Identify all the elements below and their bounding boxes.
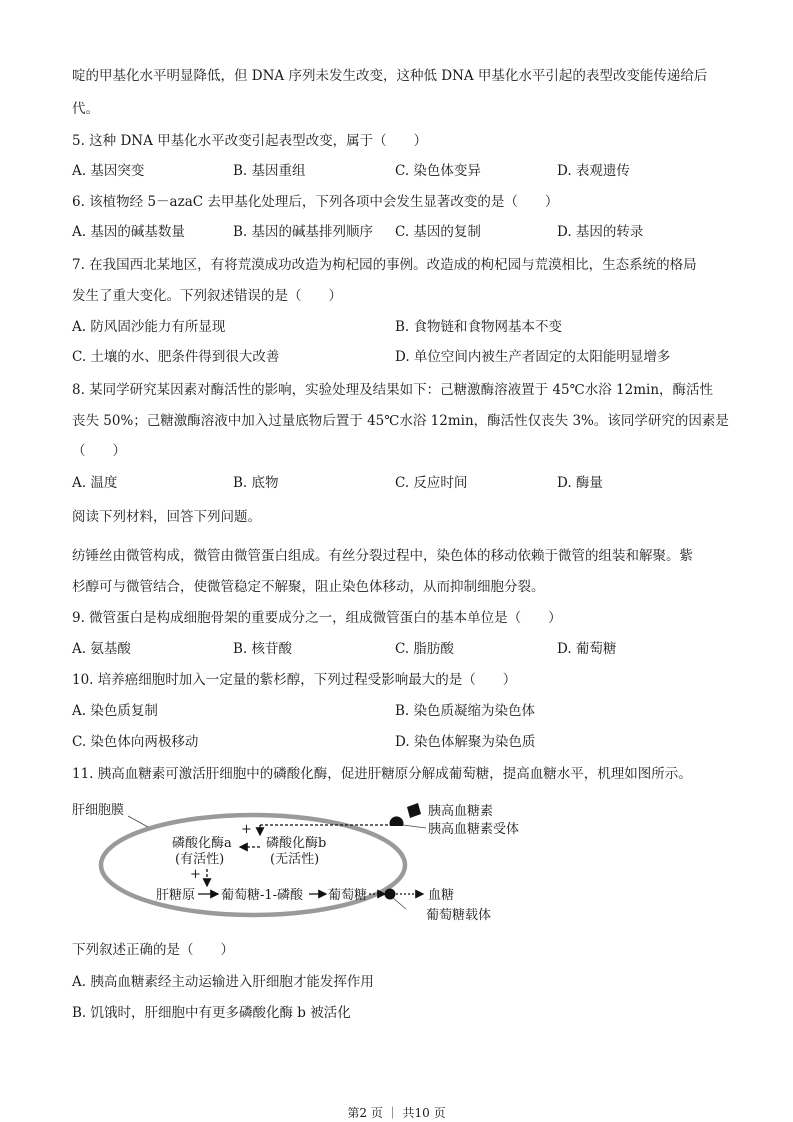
glucose-carrier-icon bbox=[385, 889, 396, 900]
glycogen-label: 肝糖原 bbox=[156, 888, 196, 903]
page-footer: 第2 页 ｜ 共10 页 bbox=[347, 1106, 446, 1120]
q7-option-d: D. 单位空间内被生产者固定的太阳能明显增多 bbox=[395, 349, 671, 365]
plus-sign-2: + bbox=[190, 867, 201, 882]
q7-stem-line-1: 7. 在我国西北某地区，有将荒漠成功改造为枸杞园的事例。改造成的枸杞园与荒漠相比，生态系统的格局 bbox=[72, 257, 697, 273]
q5-option-c: C. 染色体变异 bbox=[395, 163, 481, 179]
receptor-icon bbox=[389, 816, 403, 826]
q6-option-b: B. 基因的碱基排列顺序 bbox=[233, 224, 374, 240]
glucagon-icon bbox=[407, 803, 421, 818]
enzyme-b-note: (无活性) bbox=[270, 852, 320, 867]
intro-line-2: 代。 bbox=[72, 101, 99, 117]
enzyme-b-label: 磷酸化酶b bbox=[266, 836, 327, 851]
reading-paragraph-line-2: 杉醇可与微管结合，使微管稳定不解聚，阻止染色体移动，从而抑制细胞分裂。 bbox=[72, 579, 545, 595]
q10-stem: 10. 培养癌细胞时加入一定量的紫杉醇，下列过程受影响最大的是（ ） bbox=[72, 672, 517, 688]
reading-paragraph-line-1: 纺锤丝由微管构成，微管由微管蛋白组成。有丝分裂过程中，染色体的移动依赖于微管的组装和解聚。紫 bbox=[72, 548, 693, 564]
q11-question: 下列叙述正确的是（ ） bbox=[72, 942, 234, 958]
q6-option-d: D. 基因的转录 bbox=[557, 224, 644, 240]
q9-option-b: B. 核苷酸 bbox=[233, 641, 293, 657]
glucagon-label: 胰高血糖素 bbox=[428, 804, 494, 819]
receptor-label: 胰高血糖素受体 bbox=[428, 822, 520, 837]
q11-option-b: B. 饥饿时，肝细胞中有更多磷酸化酶 b 被活化 bbox=[72, 1005, 351, 1021]
membrane-label: 肝细胞膜 bbox=[72, 803, 125, 818]
glucose-label: 葡萄糖 bbox=[328, 888, 368, 903]
q11-stem: 11. 胰高血糖素可激活肝细胞中的磷酸化酶，促进肝糖原分解成葡萄糖，提高血糖水平，机理如图所示。 bbox=[72, 766, 692, 782]
q7-option-c: C. 土壤的水、肥条件得到很大改善 bbox=[72, 349, 280, 365]
q9-stem: 9. 微管蛋白是构成细胞骨架的重要成分之一，组成微管蛋白的基本单位是（ ） bbox=[72, 610, 562, 626]
q8-stem-line-1: 8. 某同学研究某因素对酶活性的影响，实验处理及结果如下：己糖激酶溶液置于 45℃水浴 12min，酶活性 bbox=[72, 382, 714, 398]
q8-option-a: A. 温度 bbox=[72, 475, 118, 491]
q5-option-b: B. 基因重组 bbox=[233, 163, 306, 179]
q10-option-a: A. 染色质复制 bbox=[72, 703, 158, 719]
q8-option-d: D. 酶量 bbox=[557, 475, 603, 491]
q8-stem-line-3: （ ） bbox=[72, 443, 126, 459]
q10-option-d: D. 染色体解聚为染色质 bbox=[395, 734, 536, 750]
reading-prompt: 阅读下列材料，回答下列问题。 bbox=[72, 509, 261, 525]
q8-option-b: B. 底物 bbox=[233, 475, 279, 491]
q8-option-c: C. 反应时间 bbox=[395, 475, 468, 491]
q9-option-c: C. 脂肪酸 bbox=[395, 641, 454, 657]
q6-option-a: A. 基因的碱基数量 bbox=[72, 224, 185, 240]
q8-stem-line-2: 丧失 50%；己糖激酶溶液中加入过量底物后置于 45℃水浴 12min，酶活性仅丧失 3%。该同学研究的因素是 bbox=[72, 413, 729, 429]
blood-glucose-label: 血糖 bbox=[428, 888, 455, 903]
membrane-label-line bbox=[128, 816, 148, 827]
intro-line-1: 啶的甲基化水平明显降低，但 DNA 序列未发生改变，这种低 DNA 甲基化水平引起的表型改变能传递给后 bbox=[72, 68, 708, 84]
q9-option-a: A. 氨基酸 bbox=[72, 641, 131, 657]
q6-stem: 6. 该植物经 5－azaC 去甲基化处理后，下列各项中会发生显著改变的是（ ） bbox=[72, 194, 559, 210]
q5-stem: 5. 这种 DNA 甲基化水平改变引起表型改变，属于（ ） bbox=[72, 133, 428, 149]
enzyme-a-note: (有活性) bbox=[175, 852, 225, 867]
q7-option-b: B. 食物链和食物网基本不变 bbox=[395, 319, 563, 335]
glucagon-mechanism-diagram bbox=[60, 795, 620, 935]
q10-option-b: B. 染色质凝缩为染色体 bbox=[395, 703, 536, 719]
plus-sign-1: + bbox=[241, 822, 252, 837]
q7-stem-line-2: 发生了重大变化。下列叙述错误的是（ ） bbox=[72, 288, 342, 304]
enzyme-a-label: 磷酸化酶a bbox=[172, 836, 232, 851]
q5-option-d: D. 表观遗传 bbox=[557, 163, 630, 179]
q5-option-a: A. 基因突变 bbox=[72, 163, 145, 179]
q10-option-c: C. 染色体向两极移动 bbox=[72, 734, 199, 750]
g1p-label: 葡萄糖-1-磷酸 bbox=[221, 888, 304, 903]
q11-option-a: A. 胰高血糖素经主动运输进入肝细胞才能发挥作用 bbox=[72, 974, 374, 990]
glucose-carrier-label: 葡萄糖载体 bbox=[426, 908, 492, 923]
q9-option-d: D. 葡萄糖 bbox=[557, 641, 617, 657]
q7-option-a: A. 防风固沙能力有所显现 bbox=[72, 319, 226, 335]
q6-option-c: C. 基因的复制 bbox=[395, 224, 481, 240]
